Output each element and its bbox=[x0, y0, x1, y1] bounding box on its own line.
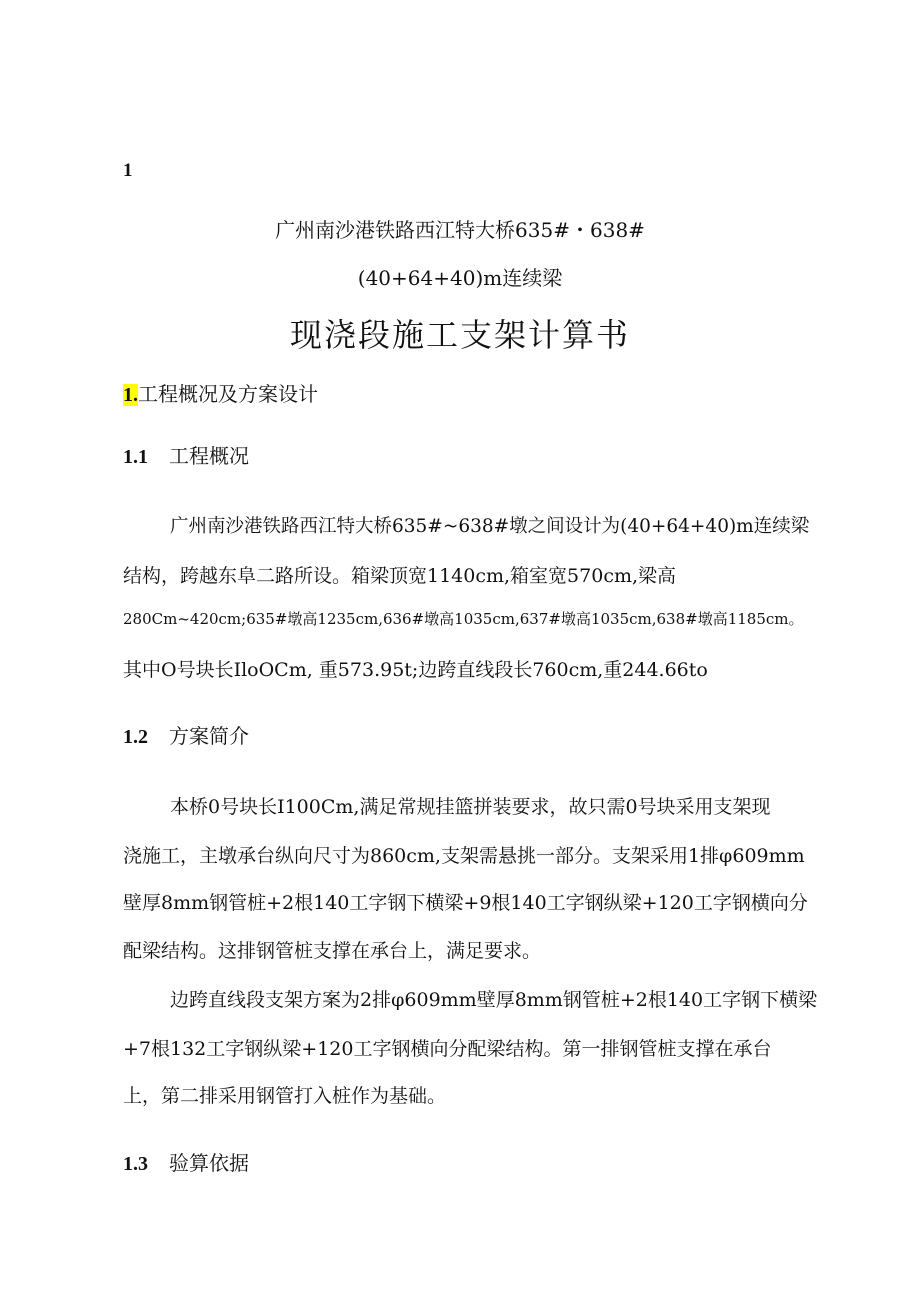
document-main-title: 现浇段施工支架计算书 bbox=[289, 316, 630, 354]
paragraph-line: 其中O号块长IloOCm, 重573.95t;边跨直线段长760cm,重244.66to bbox=[123, 659, 708, 681]
paragraph-line: 浇施工，主墩承台纵向尺寸为860cm,支架需悬挑一部分。支架采用1排φ609mm bbox=[123, 845, 805, 867]
section-number: 1.1 bbox=[123, 446, 148, 468]
section-number: 1. bbox=[123, 384, 138, 406]
paragraph-line: 边跨直线段支架方案为2排φ609mm壁厚8mm钢管桩+2根140工字钢下横梁 bbox=[170, 989, 818, 1011]
paragraph-line: 280Cm~420cm;635#墩高1235cm,636#墩高1035cm,637#墩高1035cm,638#墩高1185cm。 bbox=[123, 610, 804, 628]
paragraph-line: 广州南沙港铁路西江特大桥635#~638#墩之间设计为(40+64+40)m连续梁 bbox=[170, 516, 810, 537]
document-title-line-1: 广州南沙港铁路西江特大桥635#・638# bbox=[275, 218, 645, 242]
paragraph-line: 结构，跨越东阜二路所设。箱梁顶宽1140cm,箱室宽570cm,梁高 bbox=[123, 565, 677, 587]
paragraph-line: 配梁结构。这排钢管桩支撑在承台上，满足要求。 bbox=[123, 940, 542, 962]
document-title-line-2: (40+64+40)m连续梁 bbox=[357, 266, 563, 290]
section-title: 验算依据 bbox=[169, 1151, 249, 1175]
section-heading-1-3 bbox=[123, 1147, 249, 1176]
section-heading-1-1 bbox=[123, 440, 249, 469]
section-title: 工程概况 bbox=[169, 444, 249, 468]
section-heading-1-2 bbox=[123, 720, 249, 749]
paragraph-line: 上，第二排采用钢管打入桩作为基础。 bbox=[123, 1085, 447, 1107]
section-title: 方案简介 bbox=[169, 724, 249, 748]
section-heading-1 bbox=[123, 378, 318, 407]
section-number: 1.2 bbox=[123, 726, 148, 748]
page-number: 1 bbox=[123, 160, 133, 181]
section-number: 1.3 bbox=[123, 1153, 148, 1175]
section-title: 工程概况及方案设计 bbox=[138, 382, 318, 406]
paragraph-line: +7根132工字钢纵梁+120工字钢横向分配梁结构。第一排钢管桩支撑在承台 bbox=[123, 1038, 772, 1060]
paragraph-line: 壁厚8mm钢管桩+2根140工字钢下横梁+9根140工字钢纵梁+120工字钢横向分 bbox=[123, 892, 808, 914]
paragraph-line: 本桥0号块长I100Cm,满足常规挂篮拼装要求，故只需0号块采用支架现 bbox=[170, 796, 771, 818]
